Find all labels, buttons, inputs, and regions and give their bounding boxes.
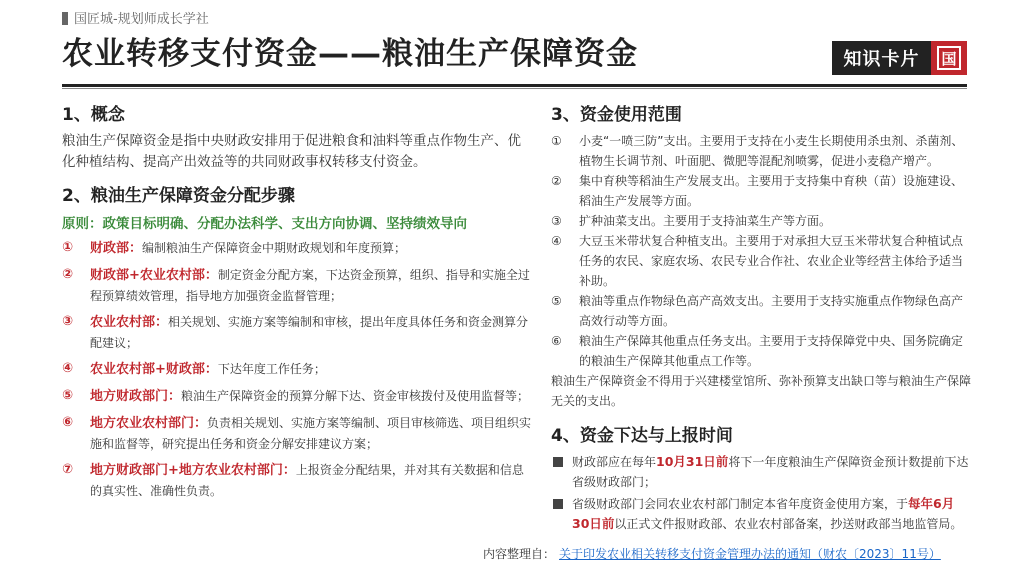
step-agency: 地方财政部门：	[90, 389, 182, 404]
step-text	[90, 413, 532, 454]
step-agency: 农业农村部+财政部：	[90, 362, 218, 377]
step-text	[90, 359, 326, 380]
square-bullet-icon	[553, 457, 563, 467]
step-description: 负责相关规划、实施方案等编制、项目审核筛选、项目组织实施和监督等，研究提出任务和资金分解安排建议方案；	[90, 416, 532, 451]
usage-note: 粮油生产保障资金不得用于兴建楼堂馆所、弥补预算支出缺口等与粮油生产保障无关的支出。	[551, 374, 972, 408]
brand-header	[62, 8, 209, 27]
step-agency: 财政部+农业农村部：	[90, 268, 218, 283]
source-label: 内容整理自：	[483, 547, 556, 561]
timing-bullet-2	[551, 494, 971, 534]
usage-number: ②	[551, 174, 562, 188]
section-usage-heading: 3、资金使用范围	[551, 105, 682, 125]
timing-1-post: 将下一年度粮油生产保障资金预计数提前下达省级财政部门；	[572, 455, 969, 489]
usage-number: ④	[551, 234, 562, 248]
brand-text: 国匠城-规划师成长学社	[74, 12, 209, 27]
usage-item	[551, 211, 971, 231]
section-steps-heading: 2、粮油生产保障资金分配步骤	[62, 186, 295, 206]
step-text	[90, 312, 532, 353]
right-column	[551, 100, 971, 536]
usage-text: 扩种油菜支出。主要用于支持油菜生产等方面。	[579, 214, 832, 228]
step-number: ②	[62, 267, 74, 282]
brand-logo-icon	[931, 41, 967, 75]
timing-bullet-1	[551, 452, 971, 492]
timing-2-deadline: 每年6月30日前	[572, 496, 955, 531]
step-text	[90, 265, 532, 306]
step-agency: 地方财政部门+地方农业农村部门：	[90, 463, 296, 478]
usage-text: 粮油等重点作物绿色高产高效支出。主要用于支持实施重点作物绿色高产高效行动等方面。	[579, 294, 964, 328]
step-item	[62, 413, 532, 454]
knowledge-card-badge	[832, 41, 967, 75]
step-number: ③	[62, 314, 74, 329]
step-item	[62, 265, 532, 306]
usage-text: 大豆玉米带状复合种植支出。主要用于对承担大豆玉米带状复合种植试点任务的农民、家庭农场、农民专业合作社、农业企业等经营主体给予适当补助。	[579, 234, 964, 288]
principle-text: 原则：政策目标明确、分配办法科学、支出方向协调、坚持绩效导向	[62, 216, 467, 232]
square-bullet-icon	[553, 499, 563, 509]
usage-item	[551, 291, 971, 331]
timing-1-deadline: 10月31日前	[656, 454, 729, 469]
step-agency: 农业农村部：	[90, 315, 169, 330]
step-text	[90, 386, 529, 407]
timing-2-pre: 省级财政部门会同农业农村部门制定本省年度资金使用方案，于	[572, 497, 909, 511]
usage-text: 集中育秧等稻油生产发展支出。主要用于支持集中育秧（苗）设施建设、稻油生产发展等方面。	[579, 174, 964, 208]
step-number: ⑤	[62, 388, 74, 403]
step-description: 制定资金分配方案，下达资金预算，组织、指导和实施全过程预算绩效管理，指导地方加强资金监督管理；	[90, 268, 530, 303]
usage-item	[551, 231, 971, 291]
step-description: 粮油生产保障资金的预算分解下达、资金审核拨付及使用监督等；	[181, 389, 530, 403]
usage-item	[551, 171, 971, 211]
step-number: ①	[62, 240, 74, 255]
brand-bar-icon	[62, 12, 68, 25]
usage-list	[551, 131, 971, 371]
usage-text: 粮油生产保障其他重点任务支出。主要用于支持保障党中央、国务院确定的粮油生产保障其他重点工作等。	[579, 334, 964, 368]
section-concept-heading: 1、概念	[62, 105, 125, 125]
section-timing-heading: 4、资金下达与上报时间	[551, 426, 733, 446]
usage-number: ①	[551, 134, 562, 148]
step-description: 编制粮油生产保障资金中期财政规划和年度预算；	[142, 241, 407, 255]
step-description: 上报资金分配结果，并对其有关数据和信息的真实性、准确性负责。	[90, 463, 524, 498]
logo-glyph: 国	[941, 50, 957, 68]
step-number: ④	[62, 361, 74, 376]
page-title: 农业转移支付资金——粮油生产保障资金	[62, 36, 638, 72]
usage-number: ⑤	[551, 294, 562, 308]
step-description: 下达年度工作任务；	[217, 362, 326, 376]
steps-list	[62, 238, 532, 501]
step-item	[62, 359, 532, 380]
usage-item	[551, 331, 971, 371]
title-divider	[62, 84, 967, 87]
step-item	[62, 238, 532, 259]
title-divider-thin	[62, 88, 967, 89]
step-text	[90, 460, 532, 501]
step-text	[90, 238, 406, 259]
step-item	[62, 386, 532, 407]
step-description: 相关规划、实施方案等编制和审核，提出年度具体任务和资金测算分配建议；	[90, 315, 529, 350]
step-number: ⑦	[62, 462, 74, 477]
concept-body: 粮油生产保障资金是指中央财政安排用于促进粮食和油料等重点作物生产、优化种植结构、提高产出效益等的共同财政事权转移支付资金。	[62, 133, 521, 170]
usage-number: ⑥	[551, 334, 562, 348]
step-agency: 财政部：	[90, 241, 143, 256]
timing-1-pre: 财政部应在每年	[572, 455, 657, 469]
usage-number: ③	[551, 214, 562, 228]
badge-label: 知识卡片	[832, 41, 931, 75]
usage-item	[551, 131, 971, 171]
step-item	[62, 312, 532, 353]
step-agency: 地方农业农村部门：	[90, 416, 208, 431]
usage-text: 小麦“一喷三防”支出。主要用于支持在小麦生长期使用杀虫剂、杀菌剂、植物生长调节剂、叶面肥、微肥等混配剂喷雾，促进小麦稳产增产。	[579, 134, 964, 168]
left-column	[62, 100, 532, 507]
step-number: ⑥	[62, 415, 74, 430]
source-link[interactable]: 关于印发农业相关转移支付资金管理办法的通知（财农〔2023〕11号）	[559, 547, 941, 561]
timing-2-post: 以正式文件报财政部、农业农村部备案，抄送财政部当地监管局。	[614, 517, 963, 531]
source-footer	[483, 545, 941, 562]
step-item	[62, 460, 532, 501]
